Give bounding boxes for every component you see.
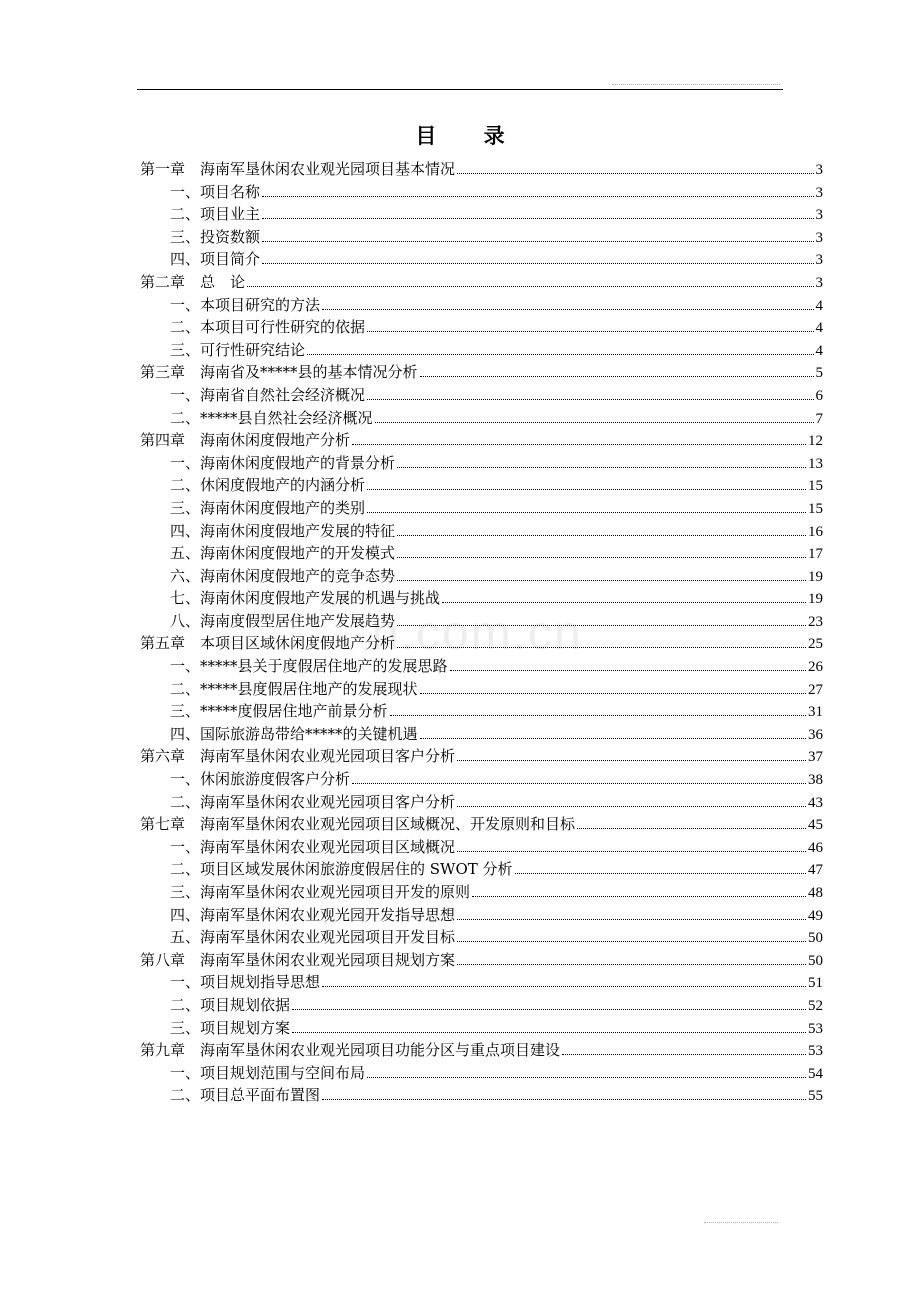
toc-page-number: 15 xyxy=(808,478,823,495)
toc-page-number: 6 xyxy=(815,387,823,404)
toc-entry-label: 三、项目规划方案 xyxy=(170,1018,291,1037)
toc-entry-label: 一、*****县关于度假居住地产的发展思路 xyxy=(170,657,448,676)
dot-leader xyxy=(457,760,806,761)
toc-entry-label: 四、海南军垦休闲农业观光园开发指导思想 xyxy=(170,905,456,924)
toc-entry-label: 三、投资数额 xyxy=(170,227,261,246)
toc-chapter-entry[interactable] xyxy=(140,1039,823,1062)
toc-entry-label: 五、海南军垦休闲农业观光园项目开发目标 xyxy=(170,928,456,947)
toc-page-number: 19 xyxy=(808,591,823,608)
toc-section-entry[interactable] xyxy=(140,565,823,588)
toc-page-number: 7 xyxy=(815,410,823,427)
toc-title: 目 录 xyxy=(415,123,525,148)
toc-section-entry[interactable] xyxy=(140,248,823,271)
toc-page-number: 46 xyxy=(808,839,823,856)
dot-leader xyxy=(262,218,813,219)
toc-chapter-entry[interactable] xyxy=(140,632,823,655)
toc-section-entry[interactable] xyxy=(140,226,823,249)
dot-leader xyxy=(367,512,806,513)
toc-section-entry[interactable] xyxy=(140,655,823,678)
toc-entry-label: 二、项目规划依据 xyxy=(170,995,291,1014)
toc-entry-label: 二、项目总平面布置图 xyxy=(170,1086,321,1105)
toc-entry-label: 五、海南休闲度假地产的开发模式 xyxy=(170,544,396,563)
dot-leader xyxy=(457,851,806,852)
toc-page-number: 19 xyxy=(808,568,823,585)
toc-chapter-entry[interactable] xyxy=(140,813,823,836)
toc-entry-label: 第九章 海南军垦休闲农业观光园项目功能分区与重点项目建设 xyxy=(140,1041,561,1060)
toc-page-number: 54 xyxy=(808,1065,823,1082)
toc-page-number: 3 xyxy=(815,207,823,224)
dot-leader xyxy=(420,693,806,694)
toc-chapter-entry[interactable] xyxy=(140,271,823,294)
dot-leader xyxy=(420,376,814,377)
toc-section-entry[interactable] xyxy=(140,203,823,226)
toc-page-number: 3 xyxy=(815,252,823,269)
toc-section-entry[interactable] xyxy=(140,1062,823,1085)
toc-entry-label: 八、海南度假型居住地产发展趋势 xyxy=(170,611,396,630)
toc-entry-label: 一、休闲旅游度假客户分析 xyxy=(170,770,351,789)
toc-page-number: 36 xyxy=(808,726,823,743)
toc-section-entry[interactable] xyxy=(140,926,823,949)
toc-section-entry[interactable] xyxy=(140,316,823,339)
toc-entry-label: 六、海南休闲度假地产的竞争态势 xyxy=(170,566,396,585)
toc-section-entry[interactable] xyxy=(140,768,823,791)
toc-entry-label: 三、海南军垦休闲农业观光园项目开发的原则 xyxy=(170,883,471,901)
toc-section-entry[interactable] xyxy=(140,474,823,497)
toc-page-number: 53 xyxy=(808,1043,823,1060)
toc-section-entry[interactable] xyxy=(140,791,823,814)
dot-leader xyxy=(307,354,813,355)
toc-page-number: 55 xyxy=(808,1088,823,1105)
toc-entry-label: 二、*****县自然社会经济概况 xyxy=(170,408,373,427)
toc-page-number: 3 xyxy=(815,274,823,291)
toc-entry-label: 二、*****县度假居住地产的发展现状 xyxy=(170,679,418,698)
dot-leader xyxy=(562,1054,806,1055)
toc-entry-label: 四、国际旅游岛带给*****的关键机遇 xyxy=(170,724,418,743)
toc-page-number: 50 xyxy=(808,930,823,947)
dot-leader xyxy=(457,964,806,965)
toc-entry-label: 第七章 海南军垦休闲农业观光园项目区域概况、开发原则和目标 xyxy=(140,815,576,834)
dot-leader xyxy=(352,444,806,445)
toc-chapter-entry[interactable] xyxy=(140,745,823,768)
toc-entry-label: 一、项目规划指导思想 xyxy=(170,973,321,992)
toc-page-number: 45 xyxy=(808,817,823,834)
dot-leader xyxy=(367,1077,806,1078)
toc-page-number: 43 xyxy=(808,794,823,811)
dot-leader xyxy=(292,1032,806,1033)
dot-leader xyxy=(397,535,806,536)
toc-entry-label: 三、海南休闲度假地产的类别 xyxy=(170,498,366,517)
toc-section-entry[interactable] xyxy=(140,971,823,994)
dot-leader xyxy=(442,602,806,603)
toc-page-number: 3 xyxy=(815,229,823,246)
toc-section-entry[interactable] xyxy=(140,339,823,362)
toc-entry-label: 第五章 本项目区域休闲度假地产分析 xyxy=(140,634,396,653)
toc-section-entry[interactable] xyxy=(140,610,823,633)
toc-section-entry[interactable] xyxy=(140,384,823,407)
toc-section-entry[interactable] xyxy=(140,294,823,317)
dot-leader xyxy=(322,1099,806,1100)
watermark: n.com.cn xyxy=(372,607,583,660)
toc-entry-label: 二、海南军垦休闲农业观光园项目客户分析 xyxy=(170,792,456,811)
toc-page-number: 49 xyxy=(808,907,823,924)
toc-page-number: 25 xyxy=(808,636,823,653)
toc-chapter-entry[interactable] xyxy=(140,361,823,384)
toc-entry-label: 一、项目规划范围与空间布局 xyxy=(170,1063,366,1082)
dot-leader xyxy=(457,919,806,920)
toc-entry-label: 三、可行性研究结论 xyxy=(170,340,306,359)
toc-page-number: 50 xyxy=(808,952,823,969)
toc-page-number: 37 xyxy=(808,749,823,766)
dot-leader xyxy=(577,828,806,829)
toc-entry-label: 第一章 海南军垦休闲农业观光园项目基本情况 xyxy=(140,160,456,178)
toc-page-number: 4 xyxy=(815,320,823,337)
toc-page-number: 3 xyxy=(815,162,823,178)
dot-leader xyxy=(457,941,806,942)
toc-page-number: 27 xyxy=(808,681,823,698)
toc-page-number: 4 xyxy=(815,342,823,359)
toc-section-entry[interactable] xyxy=(140,1084,823,1107)
toc-section-entry[interactable] xyxy=(140,904,823,927)
toc-entry-label: 四、海南休闲度假地产发展的特征 xyxy=(170,521,396,540)
toc-entry-label: 一、海南军垦休闲农业观光园项目区域概况 xyxy=(170,837,456,856)
toc-entry-label: 二、项目区域发展休闲旅游度假居住的 SWOT 分析 xyxy=(170,860,513,879)
footer-dotted-mark xyxy=(704,1222,778,1223)
toc-section-entry[interactable] xyxy=(140,994,823,1017)
dot-leader xyxy=(262,241,813,242)
toc-entry-label: 第四章 海南休闲度假地产分析 xyxy=(140,431,351,450)
toc-entry-label: 第六章 海南军垦休闲农业观光园项目客户分析 xyxy=(140,747,456,766)
toc-entry-label: 一、海南休闲度假地产的背景分析 xyxy=(170,453,396,472)
dot-leader xyxy=(375,422,814,423)
toc-page-number: 16 xyxy=(808,523,823,540)
table-of-contents xyxy=(140,158,823,1107)
dot-leader xyxy=(450,670,806,671)
toc-section-entry[interactable] xyxy=(140,858,823,881)
toc-chapter-entry[interactable] xyxy=(140,158,823,181)
toc-section-entry[interactable] xyxy=(140,181,823,204)
dot-leader xyxy=(457,173,813,174)
toc-section-entry[interactable] xyxy=(140,723,823,746)
toc-entry-label: 第三章 海南省及*****县的基本情况分析 xyxy=(140,363,418,382)
header-rule xyxy=(137,89,783,90)
toc-page-number: 47 xyxy=(808,862,823,879)
dot-leader xyxy=(397,580,806,581)
toc-section-entry[interactable] xyxy=(140,700,823,723)
dot-leader xyxy=(367,331,813,332)
toc-page-number: 51 xyxy=(808,975,823,992)
toc-entry-label: 二、项目业主 xyxy=(170,205,261,224)
dot-leader xyxy=(420,738,806,739)
toc-page-number: 17 xyxy=(808,546,823,563)
toc-section-entry[interactable] xyxy=(140,497,823,520)
dot-leader xyxy=(292,1009,806,1010)
toc-page-number: 5 xyxy=(815,365,823,382)
dot-leader xyxy=(322,309,813,310)
dot-leader xyxy=(397,625,806,626)
dot-leader xyxy=(322,986,806,987)
dot-leader xyxy=(390,715,806,716)
toc-page-number: 4 xyxy=(815,297,823,314)
toc-entry-label: 第八章 海南军垦休闲农业观光园项目规划方案 xyxy=(140,950,456,969)
toc-page-number: 23 xyxy=(808,613,823,630)
toc-entry-label: 七、海南休闲度假地产发展的机遇与挑战 xyxy=(170,589,441,608)
toc-page-number: 53 xyxy=(808,1020,823,1037)
dot-leader xyxy=(367,489,806,490)
toc-page-number: 13 xyxy=(808,455,823,472)
toc-page-number: 52 xyxy=(808,997,823,1014)
toc-page-number: 15 xyxy=(808,500,823,517)
dot-leader xyxy=(472,896,806,897)
toc-entry-label: 一、海南省自然社会经济概况 xyxy=(170,385,366,404)
dot-leader xyxy=(397,647,806,648)
toc-page-number: 48 xyxy=(808,885,823,901)
dot-leader xyxy=(262,196,813,197)
toc-section-entry[interactable] xyxy=(140,520,823,543)
dot-leader xyxy=(352,783,806,784)
toc-entry-label: 一、项目名称 xyxy=(170,182,261,201)
toc-section-entry[interactable] xyxy=(140,407,823,430)
toc-page-number: 3 xyxy=(815,184,823,201)
toc-entry-label: 二、本项目可行性研究的依据 xyxy=(170,318,366,337)
toc-page-number: 38 xyxy=(808,772,823,789)
toc-section-entry[interactable] xyxy=(140,881,823,904)
toc-section-entry[interactable] xyxy=(140,542,823,565)
dot-leader xyxy=(515,873,806,874)
toc-page-number: 12 xyxy=(808,433,823,450)
dot-leader xyxy=(457,806,806,807)
toc-entry-label: 二、休闲度假地产的内涵分析 xyxy=(170,476,366,495)
toc-entry-label: 四、项目简介 xyxy=(170,250,261,269)
toc-section-entry[interactable] xyxy=(140,452,823,475)
dot-leader xyxy=(262,263,813,264)
header-dotted-mark xyxy=(612,84,780,85)
toc-chapter-entry[interactable] xyxy=(140,949,823,972)
toc-section-entry[interactable] xyxy=(140,836,823,859)
dot-leader xyxy=(397,557,806,558)
toc-entry-label: 一、本项目研究的方法 xyxy=(170,295,321,314)
toc-section-entry[interactable] xyxy=(140,1017,823,1040)
toc-page-number: 26 xyxy=(808,659,823,676)
dot-leader xyxy=(247,286,813,287)
toc-entry-label: 三、*****度假居住地产前景分析 xyxy=(170,702,388,721)
dot-leader xyxy=(397,467,806,468)
toc-entry-label: 第二章 总 论 xyxy=(140,272,246,291)
toc-chapter-entry[interactable] xyxy=(140,429,823,452)
toc-page-number: 31 xyxy=(808,704,823,721)
dot-leader xyxy=(367,399,813,400)
toc-section-entry[interactable] xyxy=(140,587,823,610)
toc-section-entry[interactable] xyxy=(140,678,823,701)
